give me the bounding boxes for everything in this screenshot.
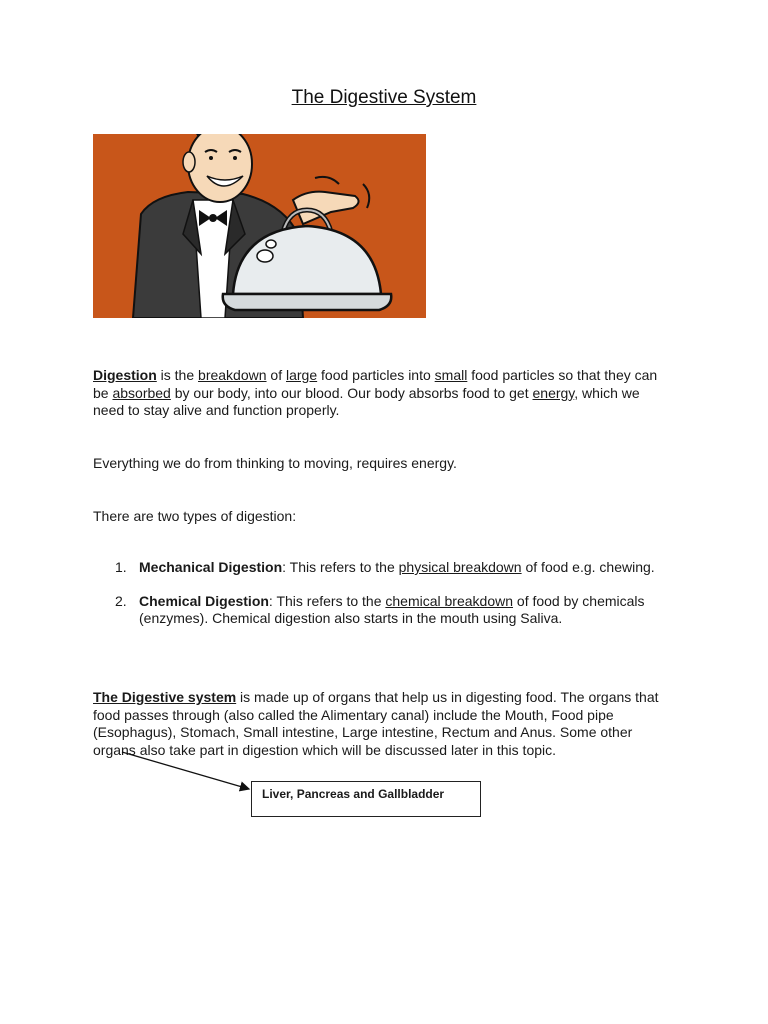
breakdown-term: breakdown xyxy=(198,367,267,383)
large-term: large xyxy=(286,367,318,383)
digestion-term: Digestion xyxy=(93,367,157,383)
list-number: 1. xyxy=(115,559,127,575)
text-span: is made up of organs that help us in digesting food. The organs that food passes through (also called the Alimentary canal) include the Mouth, Food pipe (Esophagus), Stomach, Small intestine, Large intestine, Rectum and Anus. Some other organs also take part in digestion which will be discussed later in this topic. xyxy=(93,689,659,758)
text-span: food particles into xyxy=(317,367,435,383)
text-span: by our body, into our blood. Our body absorbs food to get xyxy=(170,384,533,401)
small-term: small xyxy=(434,367,468,383)
text-span: is the xyxy=(156,367,199,383)
text-span: : This refers to the xyxy=(268,592,386,609)
chemical-term: Chemical Digestion xyxy=(139,592,269,609)
text-span: , which we need to stay alive and function properly. xyxy=(93,384,640,418)
energy-paragraph: Everything we do from thinking to moving, requires energy. xyxy=(93,455,457,471)
absorbed-term: absorbed xyxy=(112,384,171,401)
digestive-system-term: The Digestive system xyxy=(93,689,237,705)
list-number: 2. xyxy=(115,592,127,609)
mechanical-term: Mechanical Digestion xyxy=(139,559,283,575)
page-title: The Digestive System xyxy=(291,87,477,108)
chemical-breakdown-term: chemical breakdown xyxy=(385,592,514,609)
text-span: food particles so that they can be xyxy=(93,367,658,401)
organs-callout-box: Liver, Pancreas and Gallbladder xyxy=(251,781,481,817)
types-intro-paragraph: There are two types of digestion: xyxy=(93,508,297,524)
text-span: of xyxy=(266,367,286,383)
text-span: : This refers to the xyxy=(282,559,399,575)
text-span: of food by chemicals (enzymes). Chemical digestion also starts in the mouth using Saliva. xyxy=(139,592,645,626)
energy-term: energy xyxy=(532,384,575,401)
physical-breakdown-term: physical breakdown xyxy=(398,559,522,575)
text-span: of food e.g. chewing. xyxy=(521,559,655,575)
